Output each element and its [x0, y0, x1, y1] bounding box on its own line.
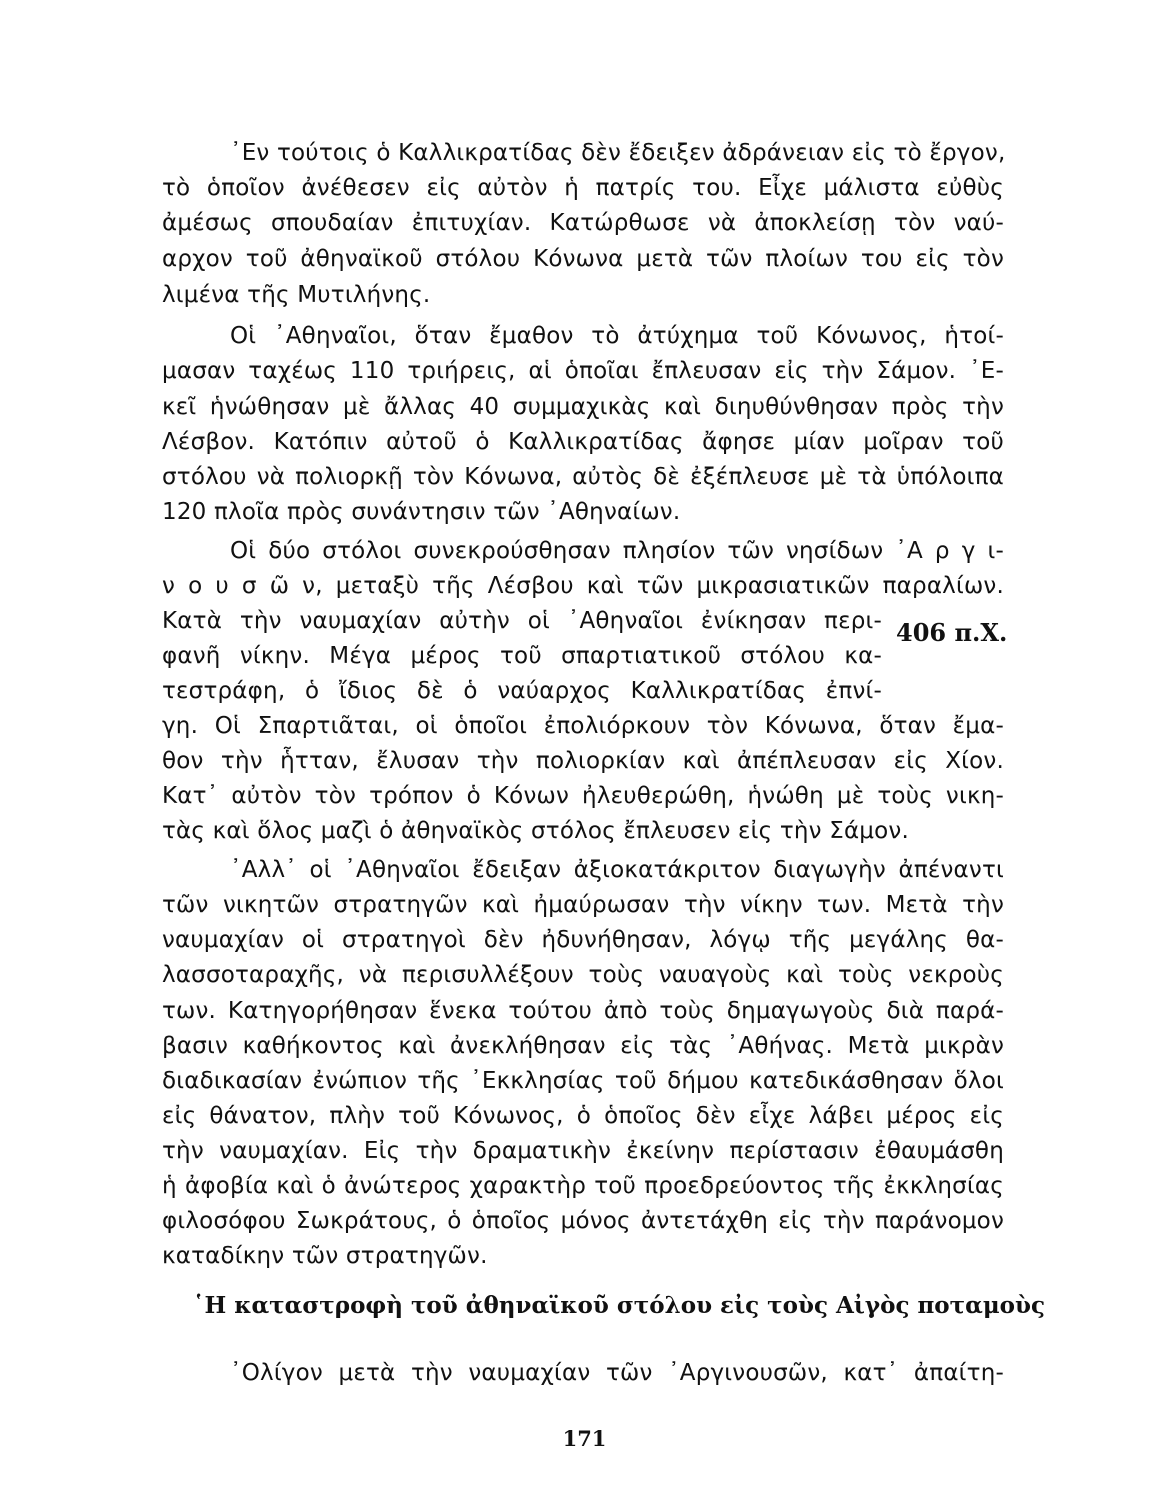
paragraph-4-line-6: βασιν καθήκοντος καὶ ἀνεκλήθησαν εἰς τὰς ᾿Αθήνας. Μετὰ μικρὰν [162, 1033, 1004, 1059]
paragraph-3-line-8: Κατ᾿ αὐτὸν τὸν τρόπον ὁ Κόνων ἠλευθερώθη, ἡνώθη μὲ τοὺς νικη- [162, 783, 1004, 809]
paragraph-1-line-2: τὸ ὁποῖον ἀνέθεσεν εἰς αὐτὸν ἡ πατρίς του. Εἶχε μάλιστα εὐθὺς [162, 175, 1004, 201]
paragraph-1-line-1: ᾿Εν τούτοις ὁ Καλλικρατίδας δὲν ἔδειξεν ἀδράνειαν εἰς τὸ ἔργον, [230, 140, 1006, 166]
paragraph-4-line-12: καταδίκην τῶν στρατηγῶν. [162, 1243, 488, 1269]
paragraph-2-line-3: κεῖ ἡνώθησαν μὲ ἄλλας 40 συμμαχικὰς καὶ διηυθύνθησαν πρὸς τὴν [162, 394, 1004, 420]
paragraph-4-line-5: των. Κατηγορήθησαν ἕνεκα τούτου ἀπὸ τοὺς δημαγωγοὺς διὰ παρά- [162, 998, 1004, 1024]
page-number: 171 [562, 1426, 607, 1451]
paragraph-2-line-2: μασαν ταχέως 110 τριήρεις, αἱ ὁποῖαι ἔπλευσαν εἰς τὴν Σάμον. ᾿Ε- [162, 358, 1004, 384]
paragraph-2-line-5: στόλου νὰ πολιορκῇ τὸν Κόνωνα, αὐτὸς δὲ ἐξέπλευσε μὲ τὰ ὑπόλοιπα [162, 464, 1004, 490]
paragraph-1-line-3: ἀμέσως σπουδαίαν ἐπιτυχίαν. Κατώρθωσε νὰ ἀποκλείσῃ τὸν ναύ- [162, 210, 1004, 236]
margin-date-note: 406 π.Χ. [896, 618, 1008, 647]
paragraph-3-line-4: φανῆ νίκην. Μέγα μέρος τοῦ σπαρτιατικοῦ στόλου κα- [162, 643, 882, 669]
paragraph-4-line-10: ἡ ἀφοβία καὶ ὁ ἀνώτερος χαρακτὴρ τοῦ προεδρεύοντος τῆς ἐκκλησίας [162, 1173, 1004, 1199]
paragraph-3-line-5: τεστράφη, ὁ ἴδιος δὲ ὁ ναύαρχος Καλλικρατίδας ἐπνί- [162, 678, 882, 704]
paragraph-2-line-6: 120 πλοῖα πρὸς συνάντησιν τῶν ᾿Αθηναίων. [162, 499, 681, 525]
paragraph-4-line-1: ᾿Αλλ᾿ οἱ ᾿Αθηναῖοι ἔδειξαν ἀξιοκατάκριτον διαγωγὴν ἀπέναντι [230, 857, 1004, 883]
paragraph-1-line-4: αρχον τοῦ ἀθηναϊκοῦ στόλου Κόνωνα μετὰ τῶν πλοίων του εἰς τὸν [162, 246, 1004, 272]
paragraph-3-line-6: γη. Οἱ Σπαρτιᾶται, οἱ ὁποῖοι ἐπολιόρκουν τὸν Κόνωνα, ὅταν ἔμα- [162, 713, 1004, 739]
paragraph-3-line-7: θον τὴν ἧτταν, ἔλυσαν τὴν πολιορκίαν καὶ ἀπέπλευσαν εἰς Χίον. [162, 748, 1004, 774]
paragraph-4-line-4: λασσοταραχῆς, νὰ περισυλλέξουν τοὺς ναυαγοὺς καὶ τοὺς νεκροὺς [162, 962, 1004, 988]
paragraph-2-line-1: Οἱ ᾿Αθηναῖοι, ὅταν ἔμαθον τὸ ἀτύχημα τοῦ Κόνωνος, ἡτοί- [230, 323, 1004, 349]
section-heading: ῾Η καταστροφὴ τοῦ ἀθηναϊκοῦ στόλου εἰς τοὺς Αἰγὸς ποταμοὺς [193, 1292, 1045, 1319]
paragraph-3-line-2: ν ο υ σ ῶ ν, μεταξὺ τῆς Λέσβου καὶ τῶν μικρασιατικῶν παραλίων. [162, 573, 1004, 599]
paragraph-4-line-2: τῶν νικητῶν στρατηγῶν καὶ ἠμαύρωσαν τὴν νίκην των. Μετὰ τὴν [162, 892, 1004, 918]
paragraph-4-line-9: τὴν ναυμαχίαν. Εἰς τὴν δραματικὴν ἐκείνην περίστασιν ἐθαυμάσθη [162, 1138, 1004, 1164]
paragraph-3-line-9: τὰς καὶ ὅλος μαζὶ ὁ ἀθηναϊκὸς στόλος ἔπλευσεν εἰς τὴν Σάμον. [162, 818, 909, 844]
paragraph-4-line-8: εἰς θάνατον, πλὴν τοῦ Κόνωνος, ὁ ὁποῖος δὲν εἶχε λάβει μέρος εἰς [162, 1103, 1004, 1129]
paragraph-4-line-3: ναυμαχίαν οἱ στρατηγοὶ δὲν ἠδυνήθησαν, λόγῳ τῆς μεγάλης θα- [162, 927, 1004, 953]
paragraph-4-line-7: διαδικασίαν ἐνώπιον τῆς ᾿Εκκλησίας τοῦ δήμου κατεδικάσθησαν ὅλοι [162, 1068, 1004, 1094]
paragraph-2-line-4: Λέσβον. Κατόπιν αὐτοῦ ὁ Καλλικρατίδας ἄφησε μίαν μοῖραν τοῦ [162, 429, 1004, 455]
paragraph-3-line-3: Κατὰ τὴν ναυμαχίαν αὐτὴν οἱ ᾿Αθηναῖοι ἐνίκησαν περι- [162, 608, 882, 634]
paragraph-3-line-1: Οἱ δύο στόλοι συνεκρούσθησαν πλησίον τῶν νησίδων ᾿Α ρ γ ι- [230, 538, 1004, 564]
paragraph-1-line-5: λιμένα τῆς Μυτιλήνης. [162, 282, 431, 308]
paragraph-4-line-11: φιλοσόφου Σωκράτους, ὁ ὁποῖος μόνος ἀντετάχθη εἰς τὴν παράνομον [162, 1208, 1004, 1234]
final-paragraph-line-1: ᾿Ολίγον μετὰ τὴν ναυμαχίαν τῶν ᾿Αργινουσῶν, κατ᾿ ἀπαίτη- [230, 1360, 1004, 1386]
